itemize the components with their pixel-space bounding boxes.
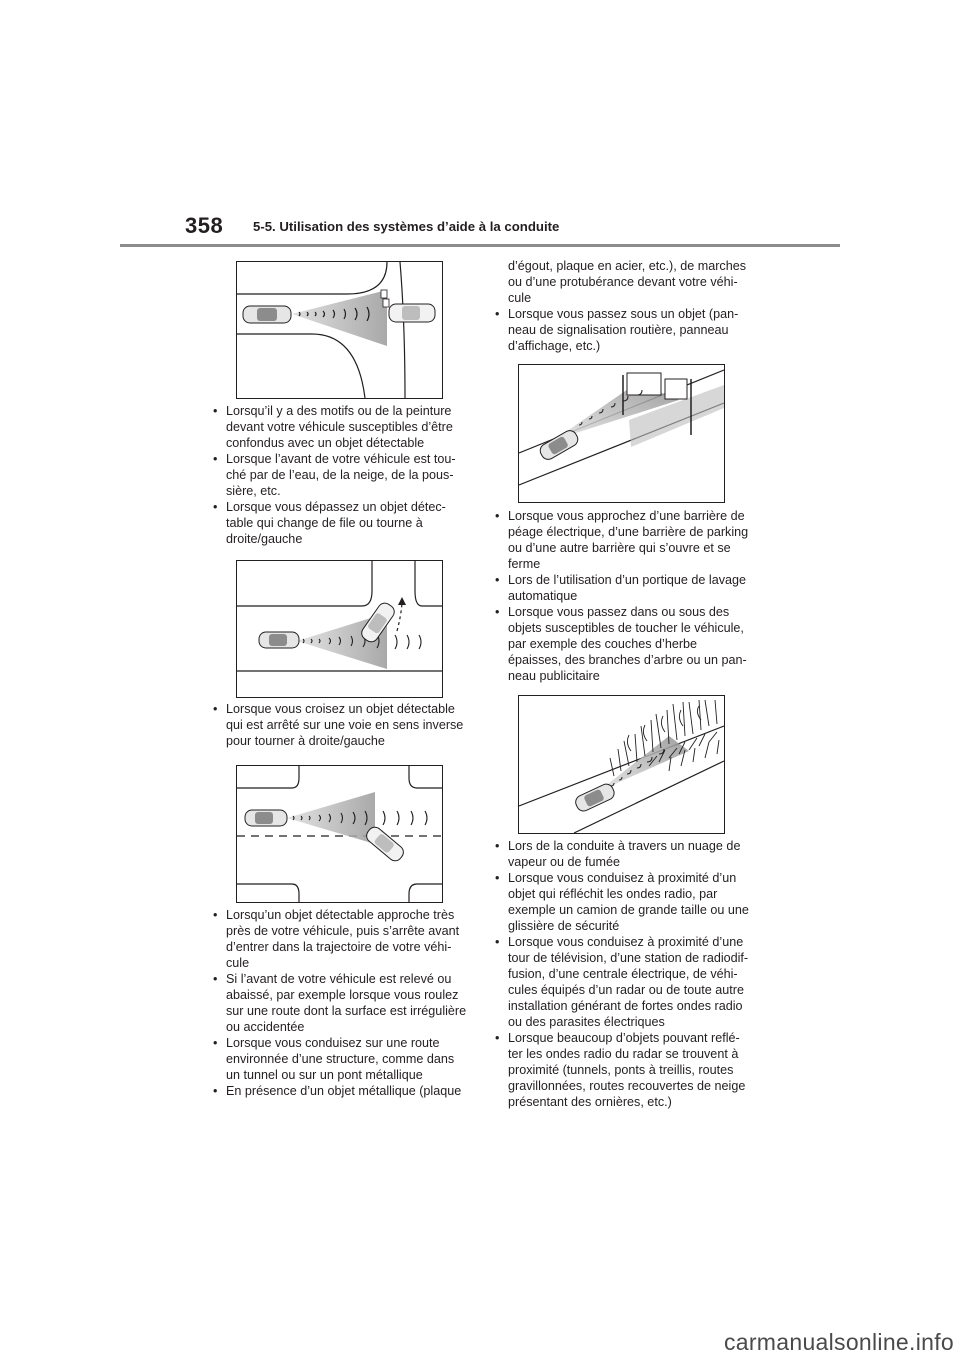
list-item: • Lorsque l’avant de votre véhicule est tou-ché par de l’eau, de la neige, de la pous-sière, etc. [208, 451, 468, 499]
list-item: • Lorsque vous conduisez à proximité d’un objet qui réfléchit les ondes radio, par exemple un camion de grande taille ou une glissière de sécurité [490, 870, 752, 934]
right-list-b [490, 508, 752, 684]
illustration-overhead-sign [518, 364, 725, 503]
illustration-turning-vehicle [236, 261, 443, 399]
list-item: • Si l’avant de votre véhicule est relevé ou abaissé, par exemple lorsque vous roulez sur une route dont la surface est irrégulière ou accidentée [208, 971, 468, 1035]
left-list-b [208, 701, 468, 749]
illustration-approaching-vehicle [236, 765, 443, 903]
list-item: • Lorsque vous passez dans ou sous des objets susceptibles de toucher le véhicule, par exemple des couches d’herbe épaisses, des branches d’arbre ou un pan-neau publicitaire [490, 604, 752, 684]
list-item: • Lorsqu’il y a des motifs ou de la peinture devant votre véhicule susceptibles d’être confondus avec un objet détectable [208, 403, 468, 451]
section-title: 5-5. Utilisation des systèmes d’aide à la conduite [253, 219, 560, 234]
list-item: • Lorsqu’un objet détectable approche très près de votre véhicule, puis s’arrête avant d’entrer dans la trajectoire de votre véhi-cule [208, 907, 468, 971]
header-rule [120, 244, 840, 247]
list-item-continuation: d’égout, plaque en acier, etc.), de marches ou d’une protubérance devant votre véhi-cule [508, 259, 747, 305]
list-item: • Lorsque vous dépassez un objet détec-table qui change de file ou tourne à droite/gauche [208, 499, 468, 547]
left-list-c [208, 907, 468, 1099]
illustration-thick-grass [518, 695, 725, 834]
list-item: • Lorsque vous passez sous un objet (pan-neau de signalisation routière, panneau d’affichage, etc.) [490, 306, 752, 354]
list-item: • Lorsque beaucoup d’objets pouvant reflé-ter les ondes radio du radar se trouvent à proximité (tunnels, ponts à treillis, routes gravillonnées, routes recouvertes de neige présentant des ornières, etc.) [490, 1030, 752, 1110]
right-list-a [490, 306, 752, 354]
page-number: 358 [185, 213, 224, 238]
left-list-a [208, 403, 468, 547]
list-item: • En présence d’un objet métallique (plaque [208, 1083, 468, 1099]
list-item: • Lors de l’utilisation d’un portique de lavage automatique [490, 572, 752, 604]
right-continuation [490, 258, 752, 306]
list-item: • Lorsque vous conduisez sur une route environnée d’une structure, comme dans un tunnel ou sur un pont métallique [208, 1035, 468, 1083]
list-item: • Lorsque vous approchez d’une barrière de péage électrique, d’une barrière de parking ou d’une autre barrière qui s’ouvre et se ferme [490, 508, 752, 572]
right-list-c [490, 838, 752, 1110]
illustration-crossing-vehicle [236, 560, 443, 698]
site-watermark: carmanualsonline.info [723, 1329, 954, 1355]
list-item: • Lors de la conduite à travers un nuage de vapeur ou de fumée [490, 838, 752, 870]
list-item: • Lorsque vous croisez un objet détectable qui est arrêté sur une voie en sens inverse pour tourner à droite/gauche [208, 701, 468, 749]
list-item: • Lorsque vous conduisez à proximité d’une tour de télévision, d’une station de radiodif-fusion, d’une centrale électrique, de véhi-cules équipés d’un radar ou de toute autre installation générant de fortes ondes radio ou des parasites électriques [490, 934, 752, 1030]
